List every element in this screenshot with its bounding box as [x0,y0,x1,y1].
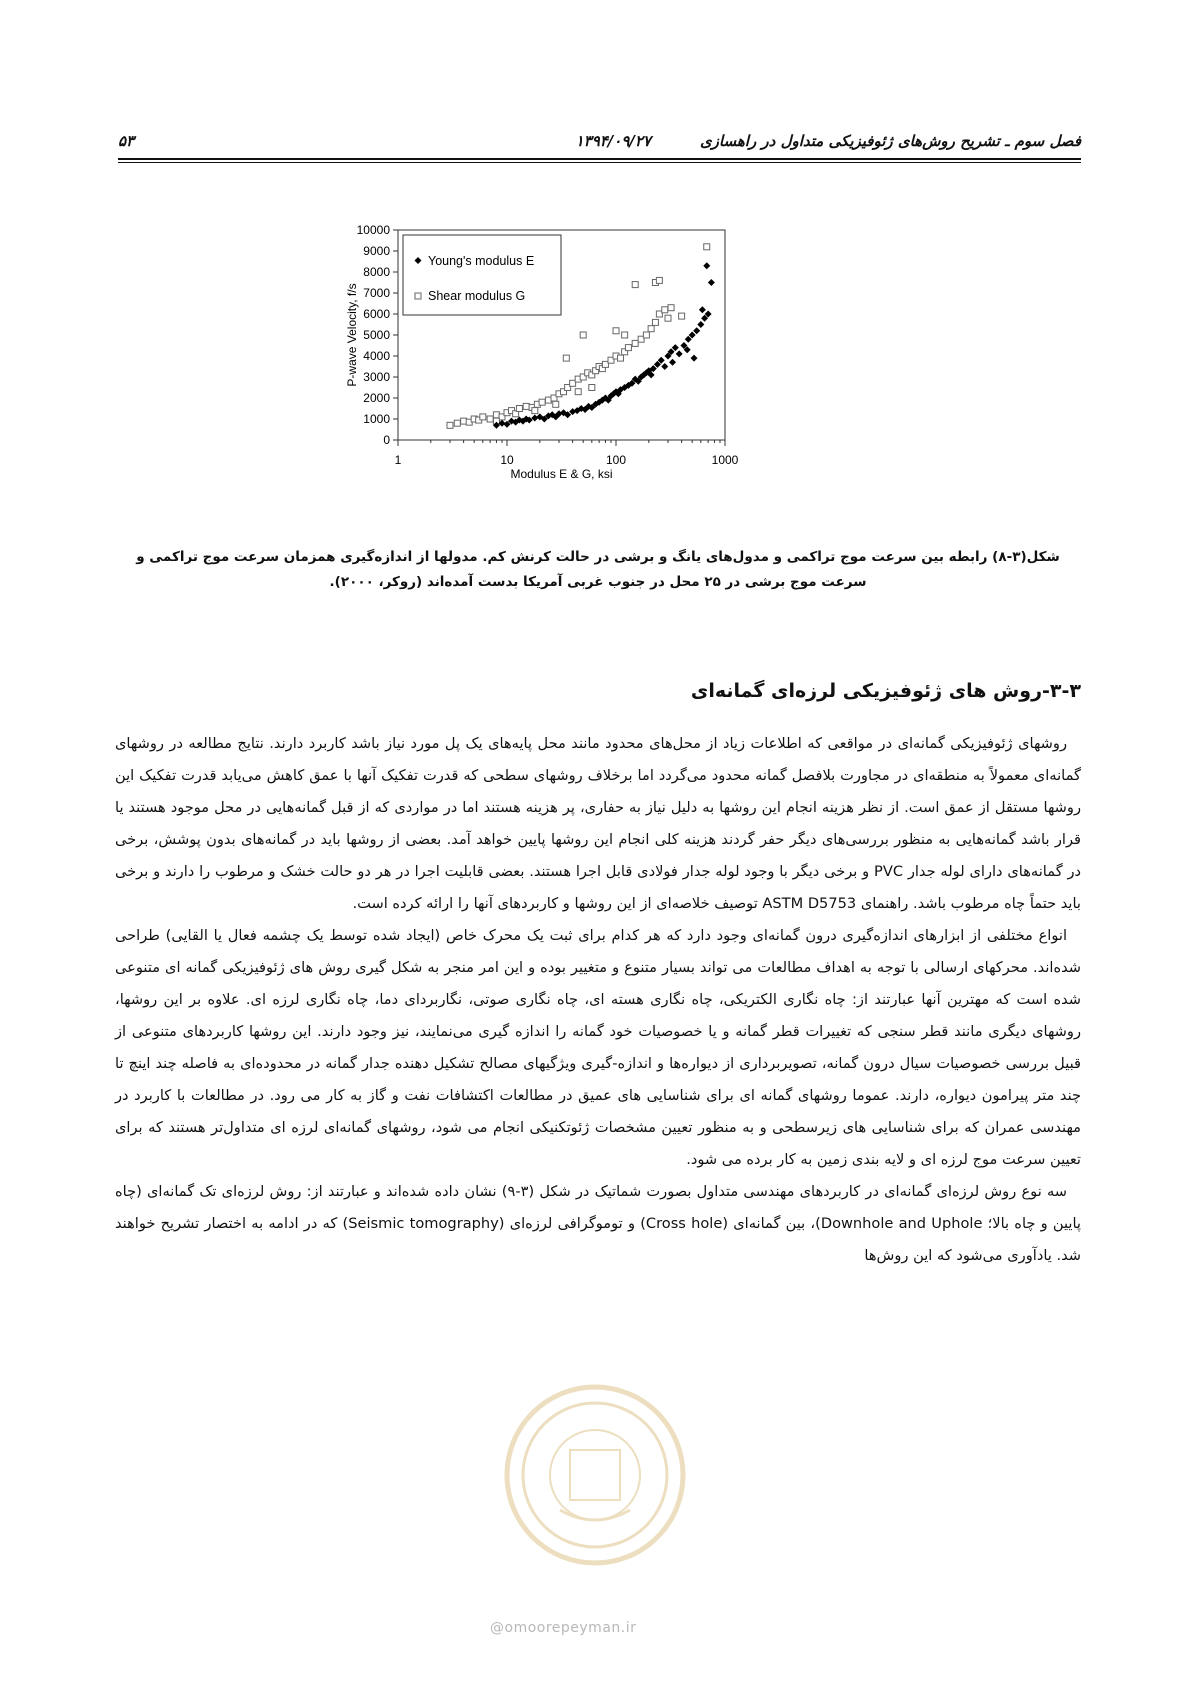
legend-label-young: Young's modulus E [428,254,535,268]
data-point-shear [648,326,654,332]
body-text [115,728,1081,1272]
page-number: ۵۳ [118,132,135,150]
x-tick-label: 1 [394,453,402,467]
data-point-shear [589,385,595,391]
data-point-shear [618,355,624,361]
y-tick-label: 7000 [363,286,390,300]
y-tick-label: 6000 [363,307,390,321]
y-tick-label: 1000 [363,412,390,426]
data-point-shear [665,315,671,321]
data-point-shear [447,422,453,428]
y-tick-label: 2000 [363,391,390,405]
data-point-young [708,279,715,286]
data-point-shear [622,332,628,338]
legend-box [403,235,561,315]
data-point-young [691,355,698,362]
data-point-shear [679,313,685,319]
data-point-shear [632,282,638,288]
data-point-young [676,350,683,357]
data-point-young [703,262,710,269]
data-point-shear [656,277,662,283]
data-point-shear [523,403,529,409]
header-date: ۱۳۹۴/۰۹/۲۷ [575,132,651,150]
data-point-shear [454,420,460,426]
data-point-shear [613,328,619,334]
data-point-young [672,344,679,351]
data-point-young [669,359,676,366]
data-point-shear [668,305,674,311]
data-point-shear [480,414,486,420]
x-axis-label: Modulus E & G, ksi [510,467,613,481]
legend-label-shear: Shear modulus G [428,289,526,303]
y-tick-label: 3000 [363,370,390,384]
header-rule-thin [118,162,1081,163]
header-rule [118,158,1081,160]
y-tick-label: 0 [383,433,390,447]
data-point-young [693,327,700,334]
chapter-title: فصل سوم ـ تشریح روش‌های ژئوفیزیکی متداول در راهسازی [699,132,1081,150]
data-point-shear [704,244,710,250]
y-tick-label: 10000 [356,223,390,237]
x-tick-label: 10 [500,453,514,467]
x-tick-label: 100 [605,453,627,467]
data-point-shear [563,355,569,361]
data-point-shear [662,307,668,313]
paragraph-3: سه نوع روش لرزه‌ای گمانه‌ای در کاربردهای مهندسی متداول بصورت شماتیک در شکل (۳-۹) نشان داده شده‌اند و عبارتند از: روش لرزه‌ای تک گمانه‌ای (چاه پایین و چاه بالا؛ Downhole and Uphole)، بین گمانه‌ای (Cross hole) و توموگرافی لرزه‌ای (Seismic tomography) که در ادامه به اختصار تشریح خواهند شد. یادآوری می‌شود که این روش‌ها [115,1183,1081,1264]
data-point-shear [575,389,581,395]
y-tick-label: 5000 [363,328,390,342]
data-point-shear [625,345,631,351]
y-tick-label: 8000 [363,265,390,279]
y-tick-label: 9000 [363,244,390,258]
x-tick-label: 1000 [711,453,739,467]
data-point-shear [553,401,559,407]
chart-svg [340,220,800,520]
data-point-shear [539,399,545,405]
data-point-shear [652,319,658,325]
y-axis-label: P-wave Velocity, f/s [345,283,359,387]
seal-watermark-icon [500,1380,690,1570]
data-point-shear [643,332,649,338]
figure-scatter-chart [340,220,800,520]
watermark-site: omoorepeyman.ir [504,1620,637,1636]
data-point-shear [487,416,493,422]
paragraph-2: انواع مختلفی از ابزارهای اندازه‌گیری درون گمانه‌ای وجود دارد که هر کدام برای ثبت یک محرک خاص (ایجاد شده توسط یک چشمه فعال یا القایی) طراحی شده‌اند. محرکهای ارسالی با توجه به اهداف مطالعات می تواند بسیار متنوع و متغییر بوده و این امر منجر به شکل گیری روش های ژئوفیزیکی گمانه ای متنوعی شده است که مهترین آنها عبارتند از: چاه نگاری الکتریکی، چاه نگاری هسته ای، چاه نگاری صوتی، نگاربردای دما، چاه نگاری لرزه ای. علاوه بر این روشها، روشهای دیگری مانند قطر سنجی که تغییرات قطر گمانه و یا خصوصیات خود گمانه را اندازه گیری می‌نمایند، نیز وجود دارند. این روشها کاربردهای متنوعی از قبیل بررسی خصوصیات سیال درون گمانه، تصویربرداری از دیواره‌ها و اندازه-گیری ویژگیهای مصالح تشکیل دهنده جدار گمانه در محدوده‌ای به فاصله چند اینچ تا چند متر پیرامون دیواره، دارند. عموما روشهای گمانه ای برای شناسایی های عمیق در مطالعات اکتشافات نفت و گاز به کار می رود. در مطالعات با کاربرد در مهندسی عمران که برای شناسایی های زیرسطحی و به منظور تعیین مشخصات ژئوتکنیکی انجام می شود، روشهای گمانه‌ای لرزه ای متداول‌تر هستند که برای تعیین سرعت موج لرزه ای و لایه بندی زمین به کار برده می شود. [115,927,1081,1168]
data-point-young [697,321,704,328]
section-heading: ۳-۳-روش های ژئوفیزیکی لرزه‌ای گمانه‌ای [690,680,1081,702]
data-point-shear [580,332,586,338]
data-point-young [699,306,706,313]
data-point-young [661,363,668,370]
y-tick-label: 4000 [363,349,390,363]
data-point-shear [632,340,638,346]
figure-caption: شکل(۳-۸) رابطه بین سرعت موج تراکمی و مدول‌های یانگ و برشی در حالت کرنش کم. مدولها از اندازه‌گیری همزمان سرعت موج تراکمی و سرعت موج برشی در ۲۵ محل در جنوب غربی آمریکا بدست آمده‌اند (روکر، ۲۰۰۰). [136,549,1060,590]
page-header [118,128,1081,162]
data-point-shear [532,408,538,414]
legend-marker-shear [415,293,421,299]
data-point-shear [516,406,522,412]
watermark-site-text: @omoorepeyman.ir [490,1620,637,1636]
paragraph-1: روشهای ژئوفیزیکی گمانه‌ای در مواقعی که اطلاعات زیاد از محل‌های محدود مانند محل پایه‌های یک پل مورد نیاز باشد کاربرد دارند. نتایج مطالعه در روشهای گمانه‌ای معمولاً به منطقه‌ای در مجاورت بلافصل گمانه محدود می‌گردد اما برخلاف روشهای سطحی که قدرت تفکیک آنها با عمق کاهش می‌یابد قدرت تفکیک این روشها مستقل از عمق است. از نظر هزینه انجام این روشها به دلیل نیاز به حفاری، پر هزینه هستند اما در مواردی که از قبل گمانه‌هایی در محل موجود هستند یا قرار باشد گمانه‌هایی به منظور بررسی‌های دیگر حفر گردند هزینه کلی انجام این روشها پایین خواهد آمد. بعضی از روشها باید در گمانه‌های بدون پوشش، برخی در گمانه‌های دارای لوله جدار PVC و برخی دیگر با وجود لوله جدار فولادی قابل اجرا هستند. بعضی قابلیت اجرا در هر دو حالت خشک و مرطوب را دارند و برخی باید حتماً چاه مرطوب باشد. راهنمای ASTM D5753 توصیف خلاصه‌ای از این روشها و کاربردهای آنها را ارائه کرده است. [115,735,1081,912]
